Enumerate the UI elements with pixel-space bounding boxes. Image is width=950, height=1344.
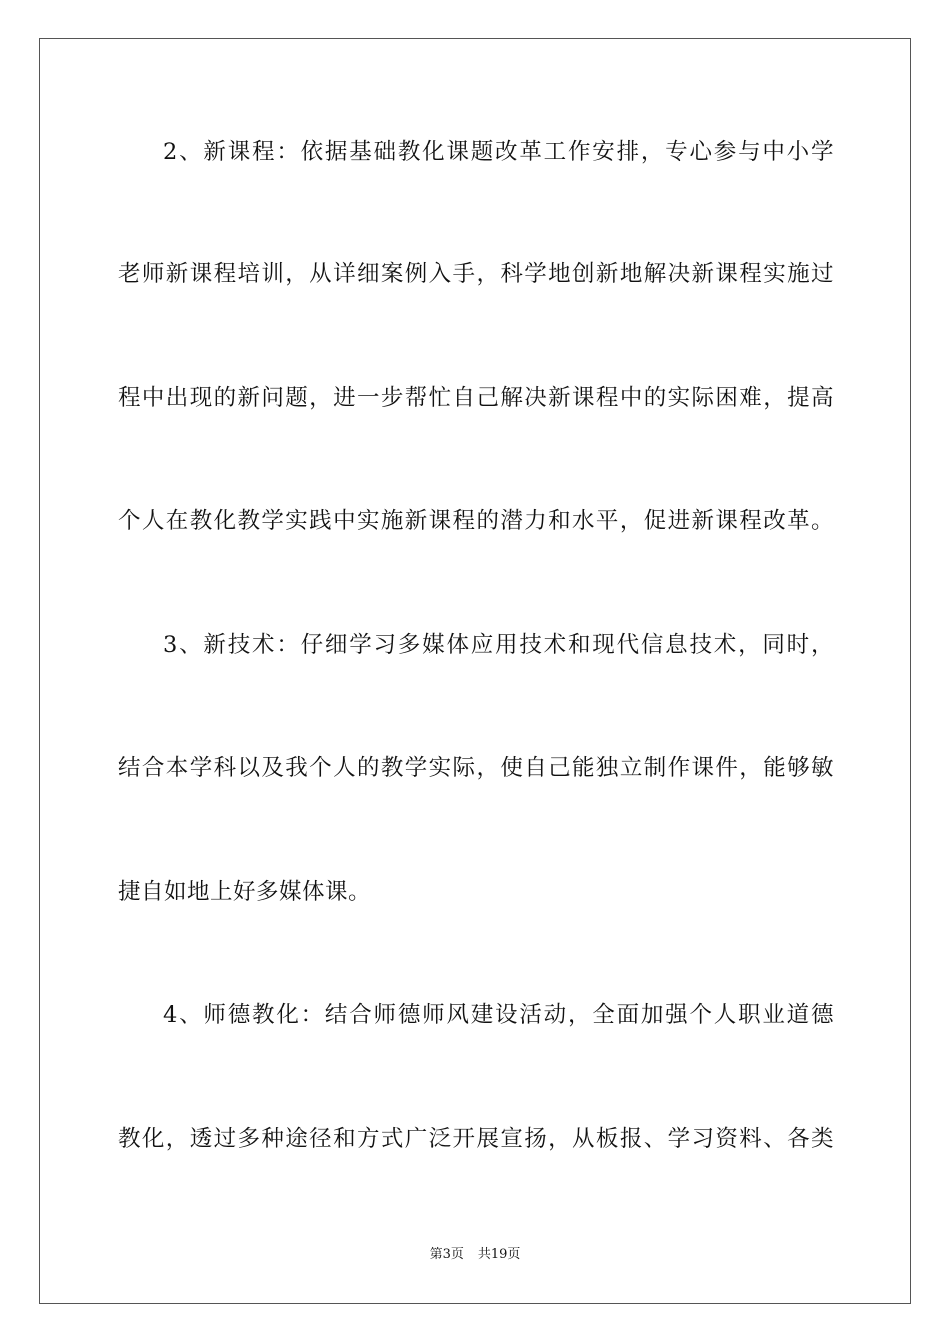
page-footer <box>0 1246 950 1264</box>
page-border <box>39 38 911 1304</box>
paragraph-4-line-1: 4、师德教化：结合师德师风建设活动，全面加强个人职业道德 <box>163 1002 834 1028</box>
paragraph-3-line-1: 3、新技术：仔细学习多媒体应用技术和现代信息技术，同时， <box>163 632 834 658</box>
page-number: 第3页 <box>429 1247 464 1262</box>
paragraph-2-line-2: 老师新课程培训，从详细案例入手，科学地创新地解决新课程实施过 <box>118 261 834 287</box>
paragraph-2-line-4: 个人在教化教学实践中实施新课程的潜力和水平，促进新课程改革。 <box>118 508 834 534</box>
paragraph-2-line-1: 2、新课程：依据基础教化课题改革工作安排，专心参与中小学 <box>163 139 834 165</box>
paragraph-2-line-3: 程中出现的新问题，进一步帮忙自己解决新课程中的实际困难，提高 <box>118 385 834 411</box>
paragraph-3-line-3: 捷自如地上好多媒体课。 <box>118 879 372 905</box>
paragraph-4-line-2: 教化，透过多种途径和方式广泛开展宣扬，从板报、学习资料、各类 <box>118 1126 834 1152</box>
paragraph-3-line-2: 结合本学科以及我个人的教学实际，使自己能独立制作课件，能够敏 <box>118 755 834 781</box>
total-pages: 共19页 <box>477 1247 521 1262</box>
